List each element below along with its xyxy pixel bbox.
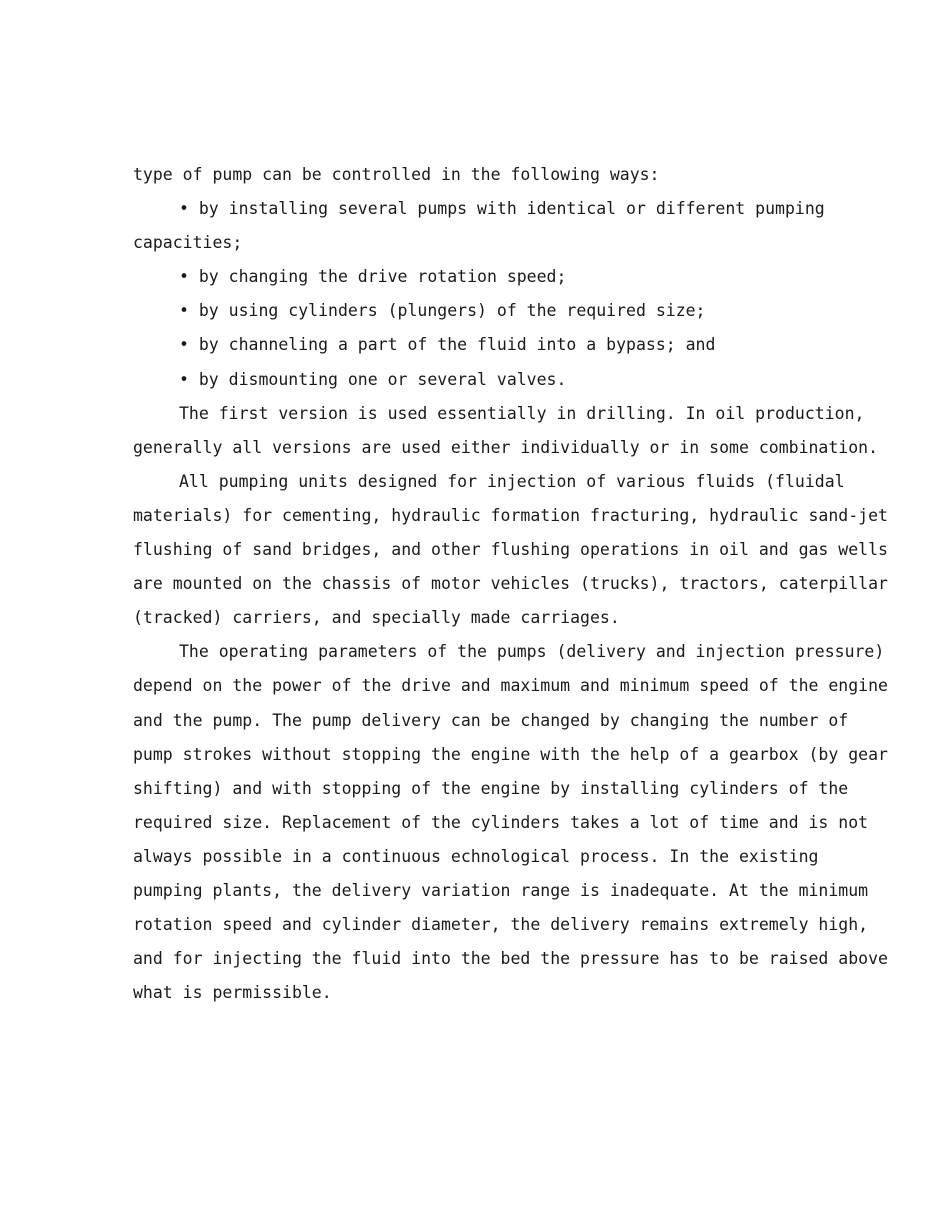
text-line: are mounted on the chassis of motor vehicles (trucks), tractors, caterpillar: [133, 574, 888, 594]
text-line: and for injecting the fluid into the bed the pressure has to be raised above: [133, 949, 888, 969]
text-line: always possible in a continuous echnological process. In the existing: [133, 846, 819, 866]
document-page: [133, 158, 888, 1010]
text-line: pumping plants, the delivery variation range is inadequate. At the minimum: [133, 880, 869, 900]
text-line: depend on the power of the drive and maximum and minimum speed of the engine: [133, 676, 888, 696]
paragraph-first-line: All pumping units designed for injection of various fluids (fluidal: [179, 471, 845, 491]
text-line: capacities;: [133, 233, 243, 253]
text-line: and the pump. The pump delivery can be changed by changing the number of: [133, 710, 849, 730]
text-line: type of pump can be controlled in the following ways:: [133, 165, 660, 184]
text-line: (tracked) carriers, and specially made carriages.: [133, 608, 620, 628]
bullet-item: • by channeling a part of the fluid into a bypass; and: [179, 335, 716, 355]
bullet-item: • by dismounting one or several valves.: [179, 369, 567, 389]
bullet-item: • by changing the drive rotation speed;: [179, 267, 567, 287]
text-line: rotation speed and cylinder diameter, the delivery remains extremely high,: [133, 915, 869, 935]
text-line: what is permissible.: [133, 983, 332, 1003]
text-line: shifting) and with stopping of the engine by installing cylinders of the: [133, 778, 849, 798]
text-line: pump strokes without stopping the engine with the help of a gearbox (by gear: [133, 744, 888, 764]
text-line: flushing of sand bridges, and other flushing operations in oil and gas wells: [133, 540, 888, 560]
paragraph-first-line: The operating parameters of the pumps (delivery and injection pressure): [179, 642, 885, 662]
text-line: generally all versions are used either individually or in some combination.: [133, 437, 879, 457]
text-line: required size. Replacement of the cylinders takes a lot of time and is not: [133, 812, 869, 832]
bullet-item: • by installing several pumps with identical or different pumping: [179, 199, 825, 219]
text-line: materials) for cementing, hydraulic formation fracturing, hydraulic sand-jet: [133, 505, 888, 525]
paragraph-first-line: The first version is used essentially in drilling. In oil production,: [179, 403, 865, 423]
bullet-item: • by using cylinders (plungers) of the required size;: [179, 301, 706, 321]
